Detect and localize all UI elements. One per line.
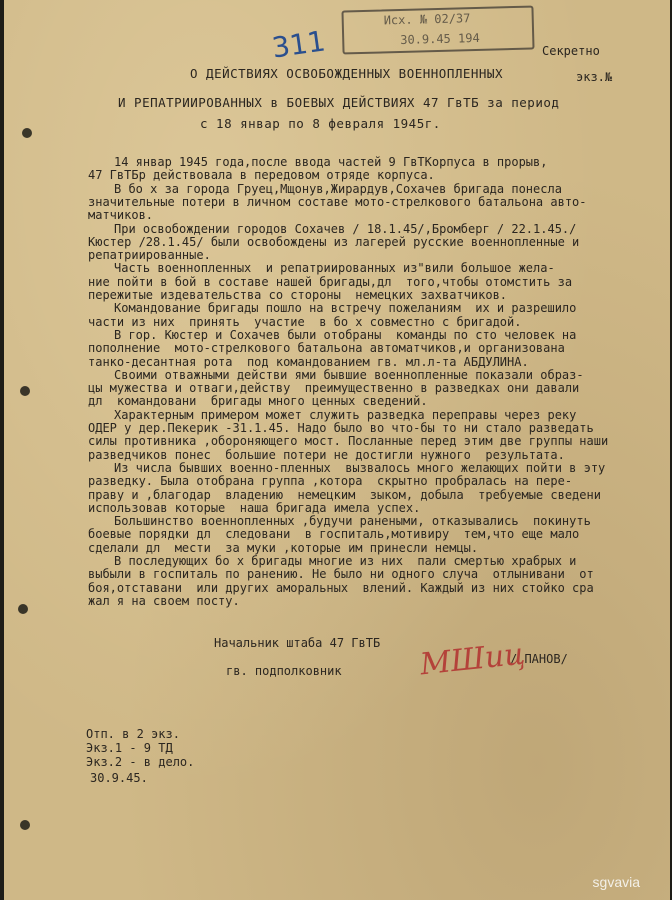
body-line: 47 ГвТБр действовала в передовом отряде корпуса. [88,168,435,182]
body-line: танко-десантная рота под командованием гв. мл.л-та АБДУЛИНА. [88,355,529,369]
footer-copy-1: Экз.1 - 9 ТД [86,741,173,755]
footer-date: 30.9.45. [90,771,148,785]
punch-hole [22,128,32,138]
secrecy-label: Секретно [542,44,600,58]
title-line-2: И РЕПАТРИИРОВАННЫХ в БОЕВЫХ ДЕЙСТВИЯХ 47 ГвТБ за период [118,95,560,110]
body-line: части из них принять участие в бо х совместно с бригадой. [88,315,522,329]
body-line: использовав которые наша бригада имела успех. [88,501,421,515]
body-line: Большинство военнопленных ,будучи ранеными, отказывались покинуть [114,514,591,528]
stamp-outgoing-number: Исх. № 02/37 [383,11,471,28]
footer-copies: Отп. в 2 экз. [86,727,180,741]
body-line: выбыли в госпиталь по ранению. Не было ни одного случа отлынивани от [88,567,594,581]
body-line: боя,отставани или других аморальных влений. Каждый из них стойко сра [88,581,594,595]
body-line: ОДЕР у дер.Пекерик -31.1.45. Надо было во что-бы то ни стало разведать [88,421,594,435]
title-line-3: с 18 январ по 8 февраля 1945г. [200,116,441,131]
body-line: матчиков. [88,208,154,222]
body-line: Кюстер /28.1.45/ были освобождены из лагерей русские военнопленные и [88,235,580,249]
body-line: Характерным примером может служить разведка переправы через реку [114,408,577,422]
title-line-1: О ДЕЙСТВИЯХ ОСВОБОЖДЕННЫХ ВОЕННОПЛЕННЫХ [190,66,503,81]
signature-name: / ПАНОВ/ [510,652,568,666]
handwritten-signature: МШиц [418,636,527,683]
punch-hole [20,386,30,396]
body-line: Из числа бывших военно-пленных вызвалось много желающих пойти в эту [114,461,606,475]
signature-rank: гв. подполковник [226,664,342,678]
body-line: В гор. Кюстер и Сохачев были отобраны команды по сто человек на [114,328,577,342]
body-line: цы мужества и отваги,действу преимущественно в разведках они давали [88,381,580,395]
body-line: пережитые издевательства со стороны немецких захватчиков. [88,288,508,302]
body-line: ние пойти в бой в составе нашей бригады,дл того,чтобы отомстить за [88,275,573,289]
body-line: дл командовани бригады много ценных сведений. [88,394,428,408]
body-line: праву и ,благодар владению немецким зыком, добыла требуемые сведени [88,488,601,502]
body-line: пополнение мото-стрелкового батальона автоматчиков,и организована [88,341,565,355]
body-line: разведку. Была отобрана группа ,котора скрытно пробралась на пере- [88,474,573,488]
body-line: Часть военнопленных и репатриированных из"вили большое жела- [114,261,555,275]
body-line: Командование бригады пошло на встречу пожеланиям их и разрешило [114,301,577,315]
punch-hole [20,820,30,830]
watermark-text: sgvavia [592,874,640,890]
handwritten-number: 311 [269,24,328,65]
body-line: силы противника ,обороняющего мост. Посланные перед этим две группы наши [88,434,609,448]
signature-position: Начальник штаба 47 ГвТБ [214,636,381,650]
body-line: В бо х за города Груец,Мщонув,Жирардув,Сохачев бригада понесла [114,182,562,196]
document-page [4,0,670,900]
body-line: разведчиков понес большие потери не достигли нужного результата. [88,448,565,462]
body-line: 14 январ 1945 года,после ввода частей 9 ГвТКорпуса в прорыв, [114,155,548,169]
body-line: боевые порядки дл следовани в госпиталь,мотивиру тем,что еще мало [88,527,580,541]
body-line: При освобождении городов Сохачев / 18.1.45/,Бромберг / 22.1.45./ [114,222,577,236]
stamp-date: 30.9.45 194 [400,30,480,47]
body-line: Своими отважными действи ями бывшие военнопленные показали образ- [114,368,584,382]
copy-number-label: экз.№ [576,70,613,84]
body-line: В последующих бо х бригады многие из них пали смертью храбрых и [114,554,577,568]
body-line: жал я на своем посту. [88,594,240,608]
footer-copy-2: Экз.2 - в дело. [86,755,195,769]
punch-hole [18,604,28,614]
body-line: репатриированные. [88,248,211,262]
body-line: значительные потери в личном составе мото-стрелкового батальона авто- [88,195,587,209]
registration-stamp [341,5,534,54]
body-line: сделали дл мести за муки ,которые им принесли немцы. [88,541,479,555]
